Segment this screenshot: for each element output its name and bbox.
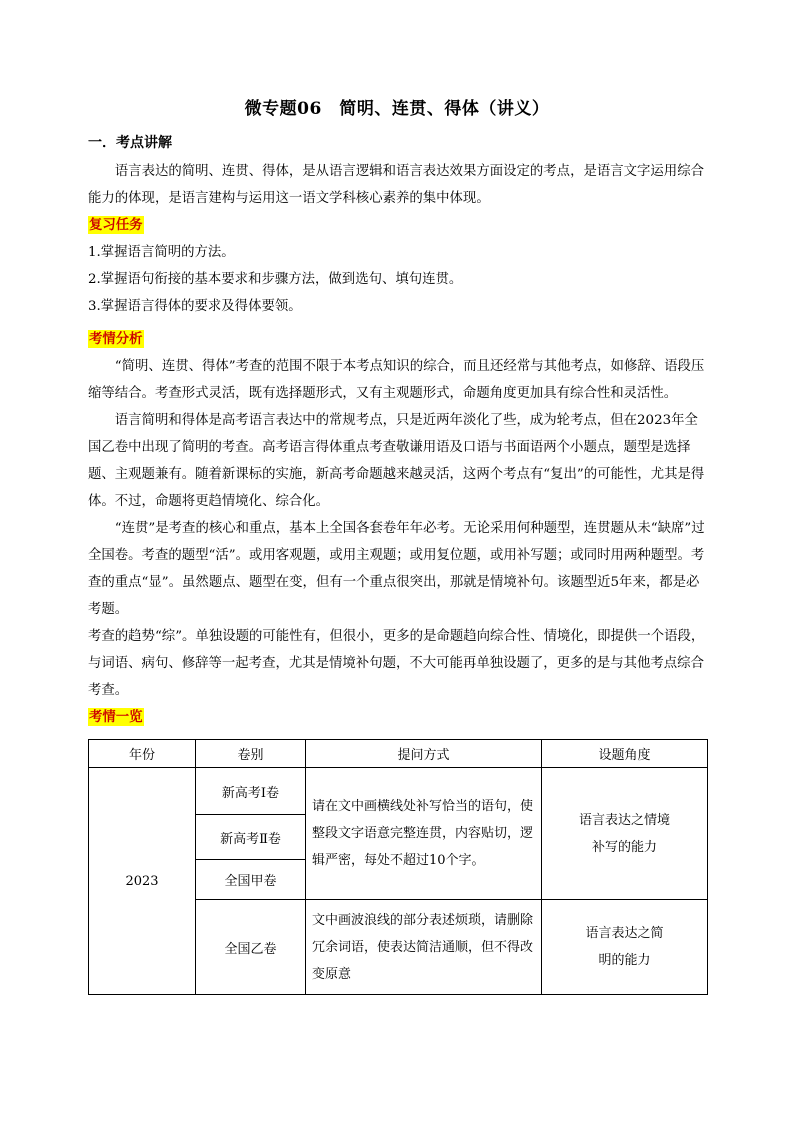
paper-cell: 全国乙卷 (196, 900, 306, 995)
header-question: 提问方式 (306, 740, 542, 768)
analysis-paragraph: 考查的趋势“综”。单独设题的可能性有，但很小，更多的是命题趋向综合性、情境化，即提供一个语段，与词语、病句、修辞等一起考查，尤其是情境补句题，不大可能再单独设题了，更多的是与其他考点综合考查。 (88, 629, 705, 698)
analysis-paragraph: “连贯”是考查的核心和重点，基本上全国各套卷年年必考。无论采用何种题型，连贯题从未“缺席”过全国卷。考查的题型“活”。或用客观题，或用主观题；或用复位题，或用补写题；或同时用两种题型。考查的重点“显”。虽然题点、题型在变，但有一个重点很突出，那就是情境补句。该题型近5年来，都是必考题。 (88, 521, 705, 617)
review-item: 3.掌握语言得体的要求及得体要领。 (88, 299, 302, 314)
review-item: 1.掌握语言简明的方法。 (88, 245, 235, 260)
table-row (89, 768, 708, 815)
question-cell: 请在文中画横线处补写恰当的语句，使整段文字语意完整连贯，内容贴切，逻辑严密，每处不超过10个字。 (306, 768, 542, 900)
year-cell: 2023 (89, 768, 196, 995)
question-cell: 文中画波浪线的部分表述烦琐，请删除冗余词语，使表达简洁通顺，但不得改变原意 (306, 900, 542, 995)
analysis-paragraph: 语言简明和得体是高考语言表达中的常规考点，只是近两年淡化了些，成为轮考点，但在2023年全国乙卷中出现了简明的考查。高考语言得体重点考查敬谦用语及口语与书面语两个小题点，题型是选择题、主观题兼有。随着新课标的实施，新高考命题越来越灵活，这两个考点有“复出”的可能性，尤其是得体。不过，命题将更趋情境化、综合化。 (88, 413, 705, 509)
intro-paragraph: 语言表达的简明、连贯、得体，是从语言逻辑和语言表达效果方面设定的考点，是语言文字运用综合能力的体现，是语言建构与运用这一语文学科核心素养的集中体现。 (88, 164, 704, 206)
review-item: 2.掌握语句衔接的基本要求和步骤方法，做到选句、填句连贯。 (88, 272, 463, 287)
analysis-tag: 考情分析 (89, 331, 143, 347)
paper-cell: 新高考Ⅰ卷 (196, 768, 306, 815)
overview-table (88, 739, 708, 995)
header-year: 年份 (89, 740, 196, 768)
paper-cell: 全国甲卷 (196, 860, 306, 900)
analysis-paragraph: “简明、连贯、得体”考查的范围不限于本考点知识的综合，而且还经常与其他考点，如修辞、语段压缩等结合。考查形式灵活，既有选择题形式，又有主观题形式，命题角度更加具有综合性和灵活性。 (88, 359, 705, 401)
header-paper: 卷别 (196, 740, 306, 768)
section-heading: 一．考点讲解 (88, 135, 172, 151)
angle-cell: 语言表达之简明的能力 (542, 900, 708, 995)
table-header-row (89, 740, 708, 768)
angle-cell: 语言表达之情境补写的能力 (542, 768, 708, 900)
page-title: 微专题06 简明、连贯、得体（讲义） (244, 99, 550, 119)
review-tag: 复习任务 (89, 217, 143, 233)
main-content (88, 158, 708, 731)
paper-cell: 新高考Ⅱ卷 (196, 815, 306, 860)
overview-tag: 考情一览 (89, 709, 143, 725)
header-angle: 设题角度 (542, 740, 708, 768)
